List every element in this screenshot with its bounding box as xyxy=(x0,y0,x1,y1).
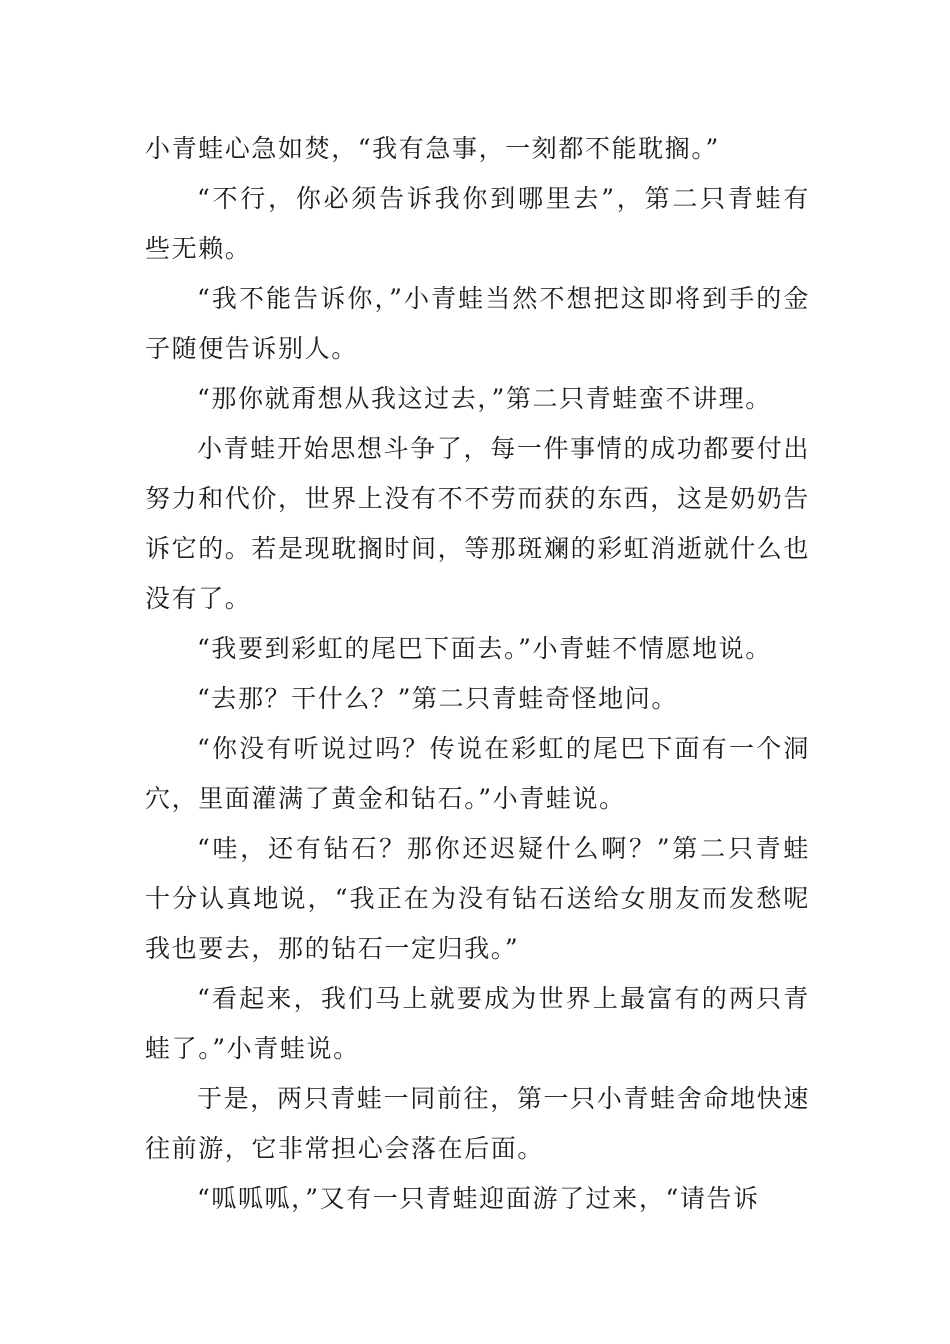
paragraph: “去那？干什么？”第二只青蛙奇怪地问。 xyxy=(197,684,678,713)
paragraph: “哇，还有钻石？那你还迟疑什么啊？”第二只青蛙十分认真地说，“我正在为没有钻石送给女朋友而发愁呢我也要去，那的钻石一定归我。” xyxy=(145,834,810,963)
paragraph: “我要到彩虹的尾巴下面去。”小青蛙不情愿地说。 xyxy=(197,634,772,663)
paragraph: 小青蛙开始思想斗争了，每一件事情的成功都要付出努力和代价，世界上没有不不劳而获的东西，这是奶奶告诉它的。若是现耽搁时间，等那斑斓的彩虹消逝就什么也没有了。 xyxy=(145,434,811,613)
paragraph: “那你就甭想从我这过去，”第二只青蛙蛮不讲理。 xyxy=(197,384,772,413)
paragraph: “你没有听说过吗？传说在彩虹的尾巴下面有一个洞穴，里面灌满了黄金和钻石。”小青蛙说。 xyxy=(145,734,810,813)
paragraph: “呱呱呱，”又有一只青蛙迎面游了过来，“请告诉 xyxy=(197,1184,760,1213)
text-body xyxy=(145,124,810,1224)
paragraph: “我不能告诉你，”小青蛙当然不想把这即将到手的金子随便告诉别人。 xyxy=(145,284,810,363)
paragraph: “看起来，我们马上就要成为世界上最富有的两只青蛙了。”小青蛙说。 xyxy=(145,984,810,1063)
paragraph: 小青蛙心急如焚，“我有急事，一刻都不能耽搁。” xyxy=(145,134,720,163)
paragraph: “不行，你必须告诉我你到哪里去”，第二只青蛙有些无赖。 xyxy=(145,184,810,263)
paragraph: 于是，两只青蛙一同前往，第一只小青蛙舍命地快速往前游，它非常担心会落在后面。 xyxy=(145,1084,810,1163)
